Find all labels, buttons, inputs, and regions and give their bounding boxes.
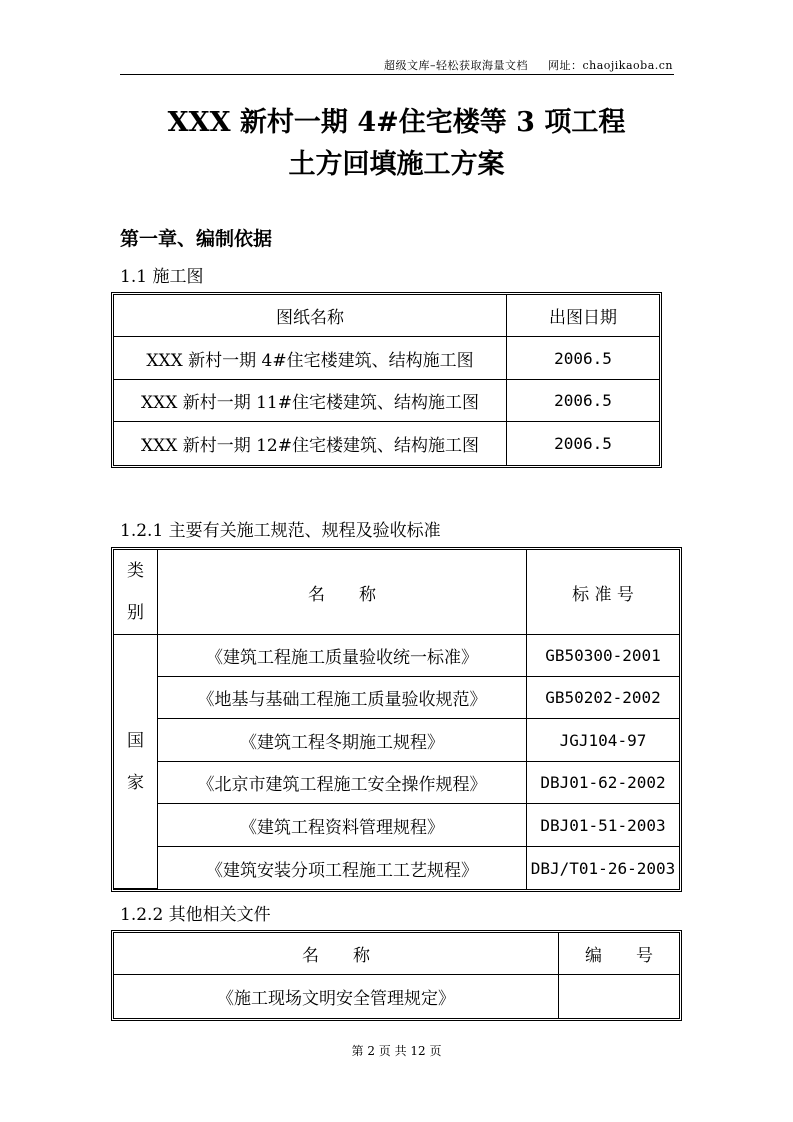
drawings-table [111,292,662,468]
table-cell [559,975,679,1018]
category-header-text: 类别 [127,561,144,623]
table-header-cell: 标 准 号 [527,550,679,635]
table-row [114,762,679,804]
table-cell: 2006.5 [554,434,612,453]
table-cell: 《建筑工程资料管理规程》 [158,804,527,847]
header-divider [120,74,674,75]
page-footer: 第 2 页 共 12 页 [351,1044,442,1058]
table-header-cell: 名 称 [158,550,527,635]
document-title-line2: 土方回填施工方案 [288,149,505,180]
section-1-2-1-heading: 1.2.1 主要有关施工规范、规程及验收标准 [120,521,441,541]
table-header-cell: 编 号 [559,933,679,975]
table-cell: XXX 新村一期 4#住宅楼建筑、结构施工图 [114,337,507,380]
table-header-cell: 图纸名称 [114,295,507,337]
table-header-cell: 名 称 [114,933,559,975]
table-row [114,804,679,847]
standards-table [111,547,682,892]
table-header-cell: 出图日期 [507,295,659,337]
table-cell: 《施工现场文明安全管理规定》 [114,975,559,1018]
category-header-cell [114,550,158,635]
table-header-row [114,550,679,635]
section-1-2-2-heading: 1.2.2 其他相关文件 [120,905,271,925]
table-row [114,975,679,1018]
table-cell: JGJ104-97 [527,719,679,762]
table-row [114,422,659,465]
table-cell: DBJ/T01-26-2003 [530,858,676,878]
table-row [114,380,659,422]
table-cell: 《建筑安装分项工程施工工艺规程》 [158,847,527,889]
section-1-1-heading: 1.1 施工图 [120,267,204,287]
table-row [114,677,679,719]
table-cell: XXX 新村一期 12#住宅楼建筑、结构施工图 [114,422,507,465]
table-cell: GB50202-2002 [527,677,679,719]
table-header-row [114,295,659,337]
table-cell: 《北京市建筑工程施工安全操作规程》 [158,762,527,804]
table-cell: 《建筑工程冬期施工规程》 [158,719,527,762]
table-cell: DBJ01-62-2002 [527,762,679,804]
table-cell: 《建筑工程施工质量验收统一标准》 [158,635,527,677]
other-documents-table [111,930,682,1021]
table-cell: 2006.5 [507,380,659,422]
table-row [114,635,679,677]
table-row [114,719,679,762]
table-cell: 《地基与基础工程施工质量验收规范》 [158,677,527,719]
document-title-line1: XXX 新村一期 4#住宅楼等 3 项工程 [167,107,626,138]
category-cell [114,635,158,889]
header-site: 超级文库–轻松获取海量文档 [383,59,528,72]
table-cell: GB50300-2001 [527,635,679,677]
header-url-label: 网址： [547,59,583,72]
table-row [114,847,679,889]
table-cell: XXX 新村一期 11#住宅楼建筑、结构施工图 [114,380,507,422]
table-cell: 2006.5 [507,337,659,380]
category-text: 国家 [127,730,144,793]
table-row [114,337,659,380]
table-cell: DBJ01-51-2003 [527,804,679,847]
page-header [384,57,673,73]
chapter-heading: 第一章、编制依据 [120,228,273,250]
table-header-row [114,933,679,975]
header-url[interactable]: chaojikaoba.cn [582,59,673,72]
